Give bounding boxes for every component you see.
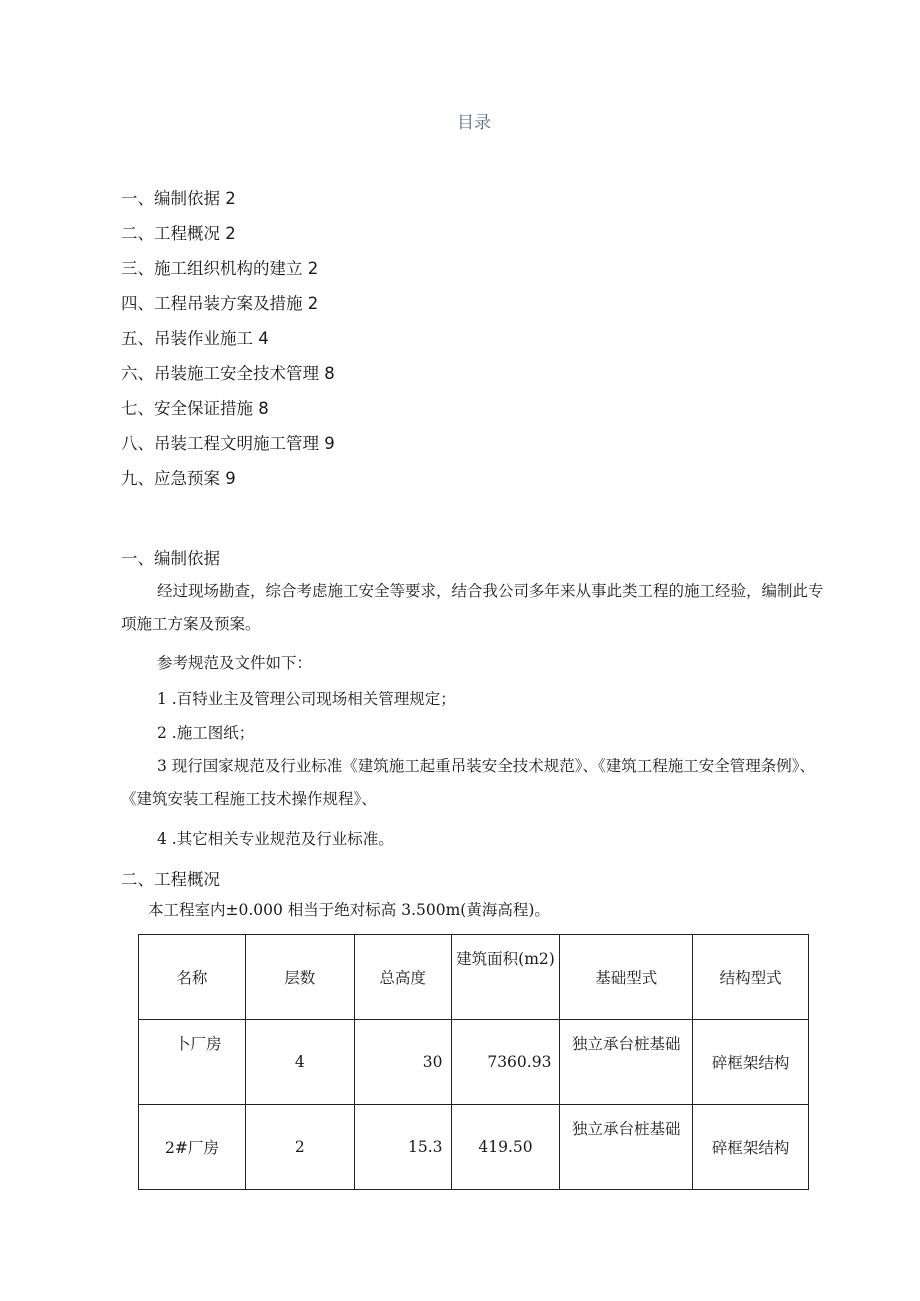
- reference-item: 4 .其它相关专业规范及行业标准。: [157, 830, 394, 848]
- toc-item[interactable]: 四、工程吊装方案及措施 2: [121, 294, 319, 313]
- refs-label: 参考规范及文件如下：: [157, 654, 313, 672]
- table-cell: 独立承台桩基础: [560, 1105, 693, 1190]
- table-header-cell: 层数: [245, 935, 354, 1020]
- toc-item[interactable]: 五、吊装作业施工 4: [121, 329, 269, 348]
- table-header-cell: 名称: [139, 935, 246, 1020]
- basis-intro-paragraph: 经过现场勘查，综合考虑施工安全等要求，结合我公司多年来从事此类工程的施工经验，编制此专项施工方案及预案。: [121, 582, 824, 633]
- toc-item[interactable]: 一、编制依据 2: [121, 189, 236, 208]
- table-row: [139, 1105, 809, 1190]
- reference-item: 1 .百特业主及管理公司现场相关管理规定；: [157, 690, 456, 708]
- table-header-cell: 结构型式: [693, 935, 809, 1020]
- toc-item[interactable]: 三、施工组织机构的建立 2: [121, 259, 319, 278]
- building-info-table: [138, 934, 809, 1190]
- table-cell: 2: [245, 1105, 354, 1190]
- reference-item: 3 现行国家规范及行业标准《建筑施工起重吊装安全技术规范》、《建筑工程施工安全管理条例》、《建筑安装工程施工技术操作规程》、: [121, 757, 816, 808]
- table-cell: 卜厂房: [139, 1020, 246, 1105]
- table-row: [139, 1020, 809, 1105]
- section-heading-overview: 二、工程概况: [121, 870, 220, 889]
- table-cell: 独立承台桩基础: [560, 1020, 693, 1105]
- toc-title: 目录: [457, 113, 491, 133]
- table-header-cell: 基础型式: [560, 935, 693, 1020]
- table-cell: 4: [245, 1020, 354, 1105]
- toc-item[interactable]: 七、安全保证措施 8: [121, 399, 269, 418]
- table-cell: 30: [354, 1020, 451, 1105]
- table-cell: 碎框架结构: [693, 1020, 809, 1105]
- table-cell: 2#厂房: [139, 1105, 246, 1190]
- table-cell: 419.50: [451, 1105, 560, 1190]
- table-header-row: [139, 935, 809, 1020]
- toc-item[interactable]: 九、应急预案 9: [121, 469, 236, 488]
- reference-item: 2 .施工图纸；: [157, 724, 255, 742]
- table-cell: 7360.93: [451, 1020, 560, 1105]
- table-header-cell: 建筑面积(m2): [451, 935, 560, 1020]
- section-heading-basis: 一、编制依据: [121, 549, 220, 568]
- toc-item[interactable]: 六、吊装施工安全技术管理 8: [121, 364, 335, 383]
- table-cell: 碎框架结构: [693, 1105, 809, 1190]
- table-cell: 15.3: [354, 1105, 451, 1190]
- toc-item[interactable]: 八、吊装工程文明施工管理 9: [121, 434, 335, 453]
- toc-item[interactable]: 二、工程概况 2: [121, 224, 236, 243]
- table-header-cell: 总高度: [354, 935, 451, 1020]
- table-of-contents: [121, 186, 335, 501]
- overview-intro: 本工程室内±0.000 相当于绝对标高 3.500m(黄海高程)。: [148, 901, 550, 919]
